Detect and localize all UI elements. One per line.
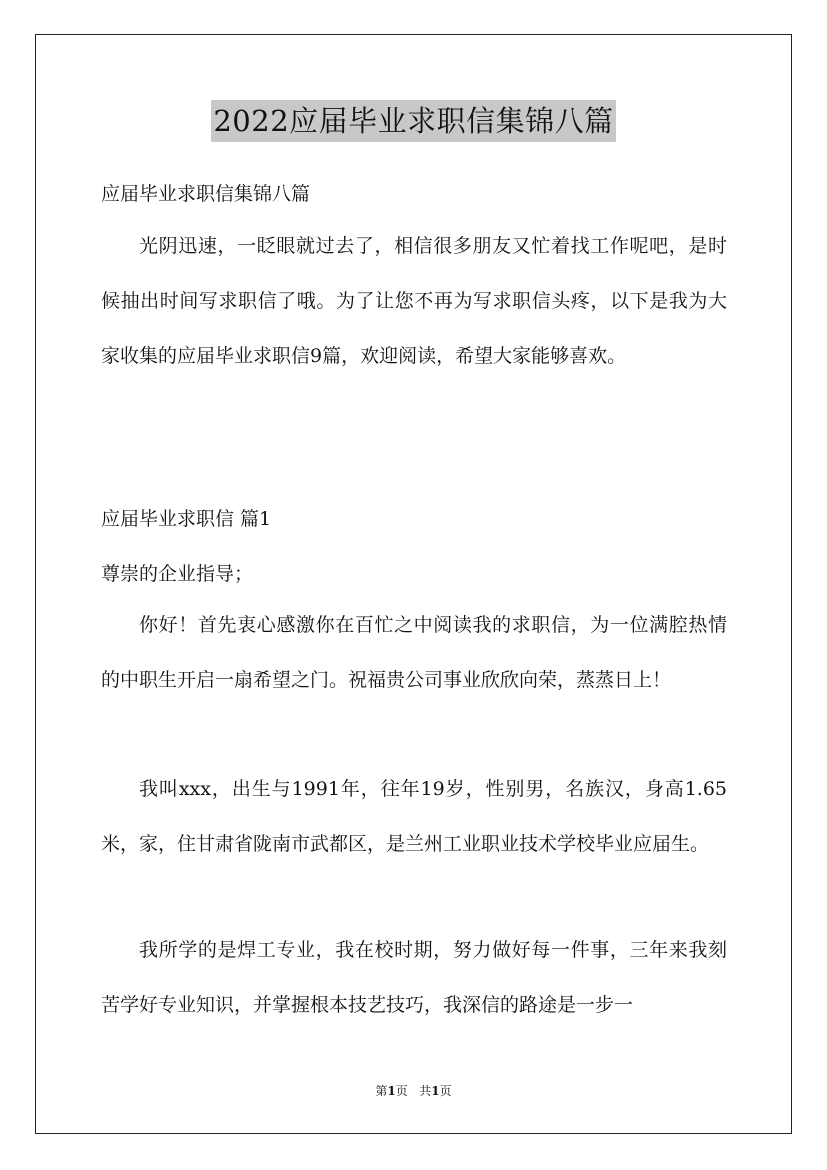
title-container bbox=[0, 100, 827, 142]
body-paragraph-1: 你好！首先衷心感激你在百忙之中阅读我的求职信，为一位满腔热情的中职生开启一扇希望之门。祝福贵公司事业欣欣向荣，蒸蒸日上！ bbox=[101, 614, 727, 691]
page-total: 1 bbox=[431, 1084, 440, 1098]
page-suffix: 页 bbox=[395, 1084, 408, 1098]
document-title: 2022应届毕业求职信集锦八篇 bbox=[211, 100, 615, 142]
letter-greeting: 尊崇的企业指导； bbox=[101, 563, 254, 585]
body-paragraph-3: 我所学的是焊工专业，我在校时期，努力做好每一件事，三年来我刻苦学好专业知识，并掌握根本技艺技巧，我深信的路途是一步一 bbox=[101, 939, 727, 1016]
document-subtitle: 应届毕业求职信集锦八篇 bbox=[101, 183, 311, 205]
total-prefix: 共 bbox=[419, 1084, 432, 1098]
page-footer bbox=[0, 1082, 827, 1100]
total-suffix: 页 bbox=[439, 1084, 452, 1098]
page-current: 1 bbox=[387, 1084, 396, 1098]
section-heading: 应届毕业求职信 篇1 bbox=[101, 508, 272, 530]
page-prefix: 第 bbox=[375, 1084, 388, 1098]
body-paragraph-2: 我叫xxx，出生与1991年，往年19岁，性别男，名族汉，身高1.65米，家，住甘肃省陇南市武都区，是兰州工业职业技术学校毕业应届生。 bbox=[101, 778, 727, 855]
intro-paragraph: 光阴迅速，一眨眼就过去了，相信很多朋友又忙着找工作呢吧，是时候抽出时间写求职信了哦。为了让您不再为写求职信头疼，以下是我为大家收集的应届毕业求职信9篇，欢迎阅读，希望大家能够喜欢。 bbox=[101, 235, 727, 367]
